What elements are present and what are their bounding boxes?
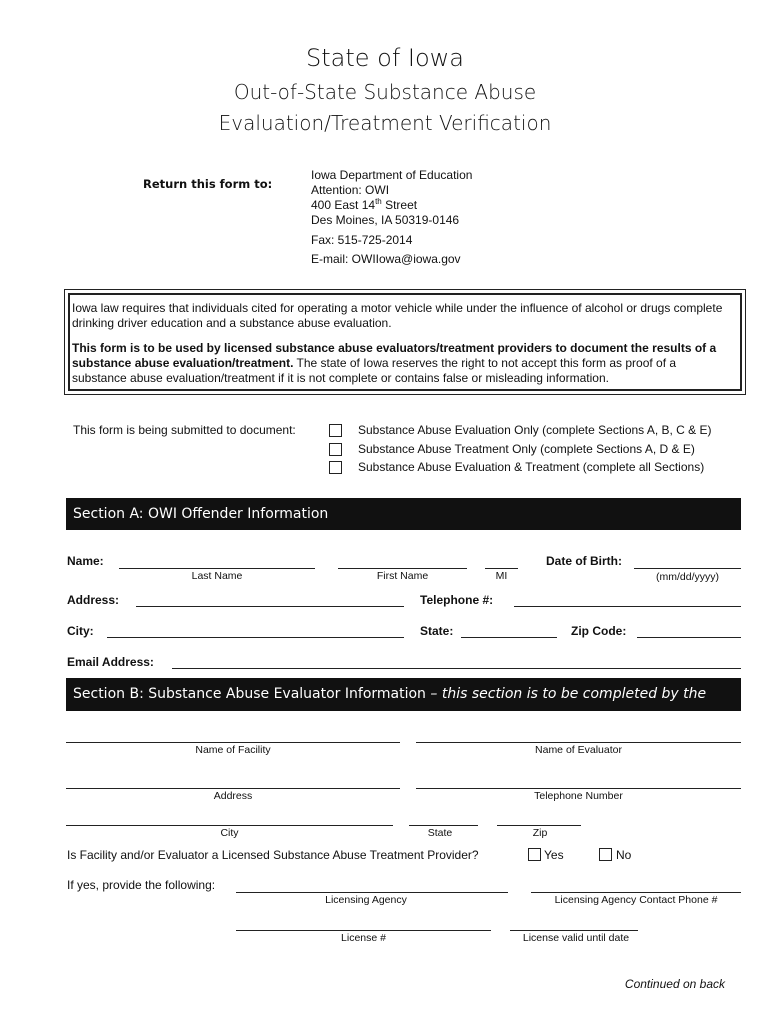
- email-address-label: Email Address:: [67, 655, 154, 669]
- last-name-caption: Last Name: [191, 570, 243, 582]
- license-number-field[interactable]: [236, 930, 491, 931]
- form-subtitle-2: Evaluation/Treatment Verification: [218, 111, 552, 135]
- notice-paragraph-2: This form is to be used by licensed substance abuse evaluators/treatment providers to document the results of a substance abuse evaluation/treatment. The state of Iowa reserves the right to not accept this form as proof of a substance abuse evaluation/treatment if it is not complete or contains false or misleading information.: [72, 341, 717, 385]
- section-b-header: Section B: Substance Abuse Evaluator Information – this section is to be completed by the evaluator: [66, 678, 741, 711]
- telephone-number-field[interactable]: [416, 788, 741, 789]
- city-label: City:: [67, 624, 94, 638]
- facility-state-field[interactable]: [409, 825, 478, 826]
- return-address-line2: Attention: OWI: [311, 183, 390, 197]
- city-field[interactable]: [107, 637, 404, 638]
- state-label: State:: [420, 624, 454, 638]
- first-name-field[interactable]: [338, 568, 467, 569]
- dob-format-caption: (mm/dd/yyyy): [656, 571, 719, 583]
- return-fax: Fax: 515-725-2014: [311, 233, 413, 247]
- licensed-provider-question: Is Facility and/or Evaluator a Licensed Substance Abuse Treatment Provider?: [67, 848, 479, 862]
- telephone-label: Telephone #:: [420, 593, 494, 607]
- submission-label: This form is being submitted to document:: [73, 423, 296, 437]
- treatment-only-label: Substance Abuse Treatment Only (complete Sections A, D & E): [358, 442, 695, 456]
- section-a-header: Section A: OWI Offender Information: [66, 498, 741, 530]
- first-name-caption: First Name: [376, 570, 429, 582]
- facility-city-caption: City: [220, 827, 239, 839]
- address-field[interactable]: [136, 606, 404, 607]
- mi-caption: MI: [495, 570, 508, 582]
- treatment-only-checkbox[interactable]: [329, 443, 342, 456]
- form-title: State of Iowa: [305, 44, 464, 72]
- license-number-caption: License #: [341, 932, 386, 944]
- facility-address-field[interactable]: [66, 788, 400, 789]
- evaluator-name-caption: Name of Evaluator: [535, 744, 622, 756]
- telephone-number-caption: Telephone Number: [534, 790, 623, 802]
- evaluation-only-label: Substance Abuse Evaluation Only (complete Sections A, B, C & E): [358, 423, 712, 437]
- facility-state-caption: State: [427, 827, 453, 839]
- licensed-yes-label: Yes: [544, 848, 564, 862]
- evaluation-and-treatment-label: Substance Abuse Evaluation & Treatment (complete all Sections): [358, 460, 705, 474]
- return-address-line1: Iowa Department of Education: [311, 168, 473, 182]
- form-subtitle-1: Out-of-State Substance Abuse: [233, 80, 537, 104]
- licensed-no-label: No: [616, 848, 632, 862]
- return-form-label: Return this form to:: [143, 177, 273, 191]
- facility-zip-caption: Zip: [532, 827, 548, 839]
- licensing-agency-caption: Licensing Agency: [325, 894, 407, 906]
- facility-name-caption: Name of Facility: [195, 744, 271, 756]
- facility-name-field[interactable]: [66, 742, 400, 743]
- dob-field[interactable]: [634, 568, 741, 569]
- address-label: Address:: [67, 593, 120, 607]
- mi-field[interactable]: [485, 568, 518, 569]
- licensed-yes-checkbox[interactable]: [528, 848, 541, 861]
- telephone-field[interactable]: [514, 606, 741, 607]
- return-address-line4: Des Moines, IA 50319-0146: [311, 213, 460, 227]
- evaluator-name-field[interactable]: [416, 742, 741, 743]
- facility-zip-field[interactable]: [497, 825, 581, 826]
- dob-label: Date of Birth:: [546, 554, 622, 568]
- if-yes-label: If yes, provide the following:: [67, 878, 216, 892]
- evaluation-only-checkbox[interactable]: [329, 424, 342, 437]
- license-valid-date-caption: License valid until date: [522, 932, 630, 944]
- name-label: Name:: [67, 554, 104, 568]
- licensing-agency-phone-caption: Licensing Agency Contact Phone #: [554, 894, 718, 906]
- email-address-field[interactable]: [172, 668, 741, 669]
- licensed-no-checkbox[interactable]: [599, 848, 612, 861]
- state-field[interactable]: [461, 637, 557, 638]
- licensing-agency-field[interactable]: [236, 892, 508, 893]
- license-valid-date-field[interactable]: [510, 930, 638, 931]
- notice-paragraph-1: Iowa law requires that individuals cited for operating a motor vehicle while under the influence of alcohol or drugs complete drinking driver education and a substance abuse evaluation.: [72, 301, 723, 330]
- evaluation-and-treatment-checkbox[interactable]: [329, 461, 342, 474]
- last-name-field[interactable]: [119, 568, 315, 569]
- zip-code-label: Zip Code:: [571, 624, 627, 638]
- zip-code-field[interactable]: [637, 637, 741, 638]
- continued-on-back-note: Continued on back: [624, 977, 725, 991]
- licensing-agency-phone-field[interactable]: [531, 892, 741, 893]
- return-address-line3: 400 East 14th Street: [311, 197, 418, 212]
- facility-city-field[interactable]: [66, 825, 393, 826]
- facility-address-caption: Address: [213, 790, 253, 802]
- return-email: E-mail: OWIIowa@iowa.gov: [311, 252, 461, 266]
